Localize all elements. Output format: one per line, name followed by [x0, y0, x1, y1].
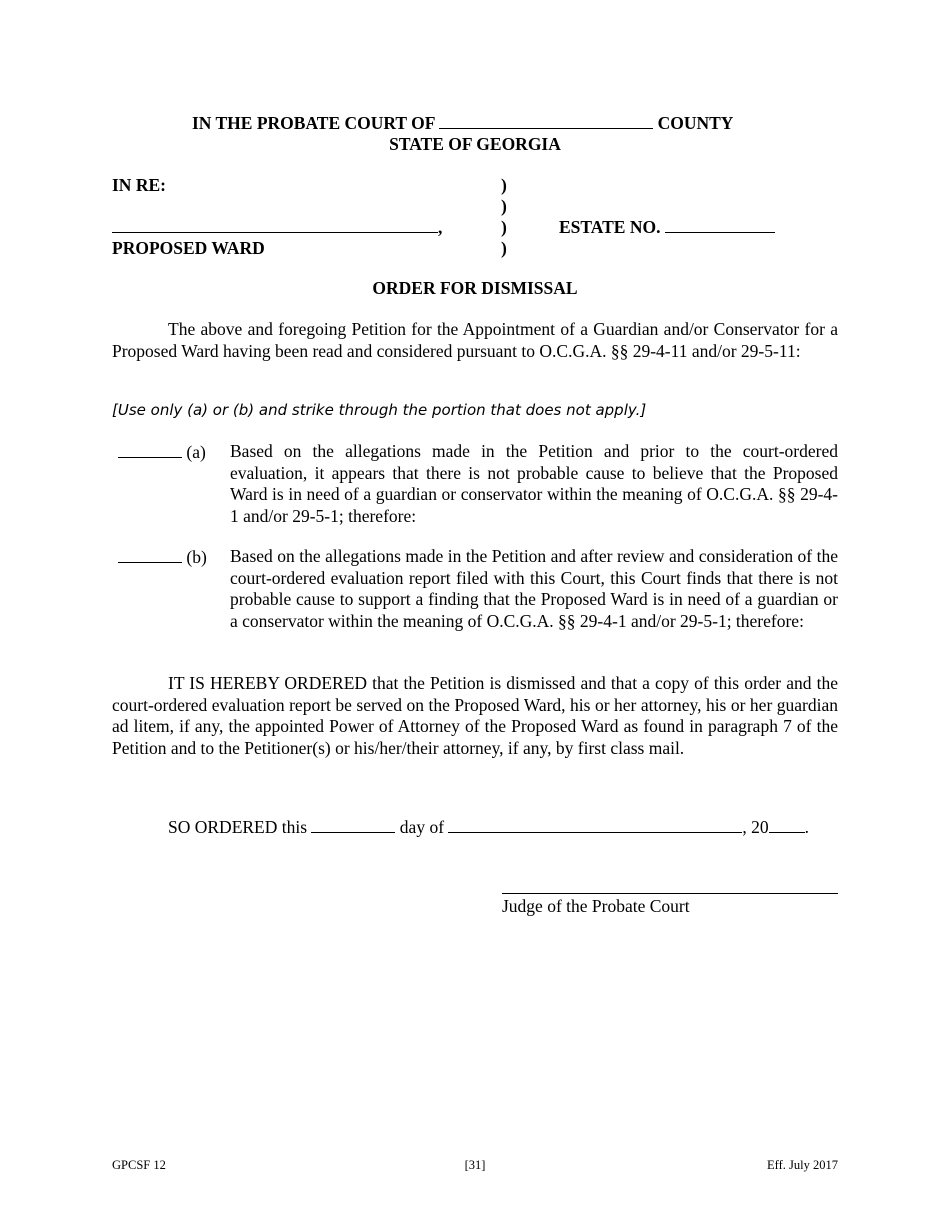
- option-a-text: Based on the allegations made in the Petition and prior to the court-ordered evaluation, it appears that there is not probable cause to believe that the Proposed Ward is in need of a guardian or conservator within the meaning of O.C.G.A. §§ 29-4-1 and/or 29-5-1; therefore:: [230, 441, 838, 526]
- signature-label: Judge of the Probate Court: [502, 896, 690, 916]
- signature-line[interactable]: [502, 893, 838, 894]
- instruction-note: [Use only (a) or (b) and strike through the portion that does not apply.]: [112, 401, 647, 419]
- year-prefix: , 20: [742, 817, 769, 837]
- order-title: ORDER FOR DISMISSAL: [372, 278, 578, 298]
- in-re-label: IN RE:: [112, 175, 166, 195]
- option-b-checkline[interactable]: [118, 548, 182, 563]
- option-a-checkline[interactable]: [118, 443, 182, 458]
- footer-effective-date: Eff. July 2017: [767, 1158, 838, 1172]
- so-ordered-prefix: SO ORDERED this: [168, 817, 308, 837]
- option-a-marker: [118, 442, 206, 463]
- court-heading: [192, 113, 733, 134]
- caption-paren: ): [501, 238, 507, 258]
- option-b-marker: [118, 547, 207, 568]
- court-prefix: IN THE PROBATE COURT OF: [192, 113, 435, 133]
- estate-number: [559, 217, 775, 238]
- comma: ,: [438, 217, 443, 237]
- period: .: [804, 817, 810, 837]
- estate-number-blank[interactable]: [665, 218, 775, 233]
- option-a-label: (a): [186, 442, 206, 462]
- so-ordered-line: [168, 817, 809, 838]
- ward-name-blank[interactable]: [112, 218, 438, 233]
- footer-form-id: GPCSF 12: [112, 1158, 166, 1172]
- month-blank[interactable]: [448, 818, 742, 833]
- state-heading: STATE OF GEORGIA: [389, 134, 561, 154]
- option-b-text: Based on the allegations made in the Petition and after review and consideration of the court-ordered evaluation report filed with this Court, this Court finds that there is not probable cause to support a finding that the Proposed Ward is in need of a guardian or a conservator within the meaning of O.C.G.A. §§ 29-4-1 and/or 29-5-1; therefore:: [230, 546, 838, 631]
- ward-name-line: [112, 217, 442, 238]
- order-paragraph: [112, 673, 838, 759]
- order-text: IT IS HEREBY ORDERED that the Petition is dismissed and that a copy of this order and the court-ordered evaluation report be served on the Proposed Ward, his or her attorney, his or her guardian ad litem, if any, the appointed Power of Attorney of the Proposed Ward as found in paragraph 7 of the Petition and to the Petitioner(s) or his/her/their attorney, if any, by first class mail.: [112, 673, 838, 758]
- day-blank[interactable]: [311, 818, 395, 833]
- footer-page-number: [31]: [464, 1158, 486, 1172]
- caption-paren: ): [501, 217, 507, 237]
- caption-paren: ): [501, 196, 507, 216]
- intro-paragraph: [112, 319, 838, 362]
- option-b-label: (b): [186, 547, 207, 567]
- intro-text: The above and foregoing Petition for the Appointment of a Guardian and/or Conservator for a Proposed Ward having been read and considered pursuant to O.C.G.A. §§ 29-4-11 and/or 29-5-11:: [112, 319, 838, 361]
- day-of-label: day of: [399, 817, 445, 837]
- proposed-ward-label: PROPOSED WARD: [112, 238, 265, 258]
- caption-paren: ): [501, 175, 507, 195]
- court-suffix: COUNTY: [657, 113, 734, 133]
- estate-label: ESTATE NO.: [559, 217, 661, 237]
- year-blank[interactable]: [769, 818, 805, 833]
- county-blank[interactable]: [439, 114, 653, 129]
